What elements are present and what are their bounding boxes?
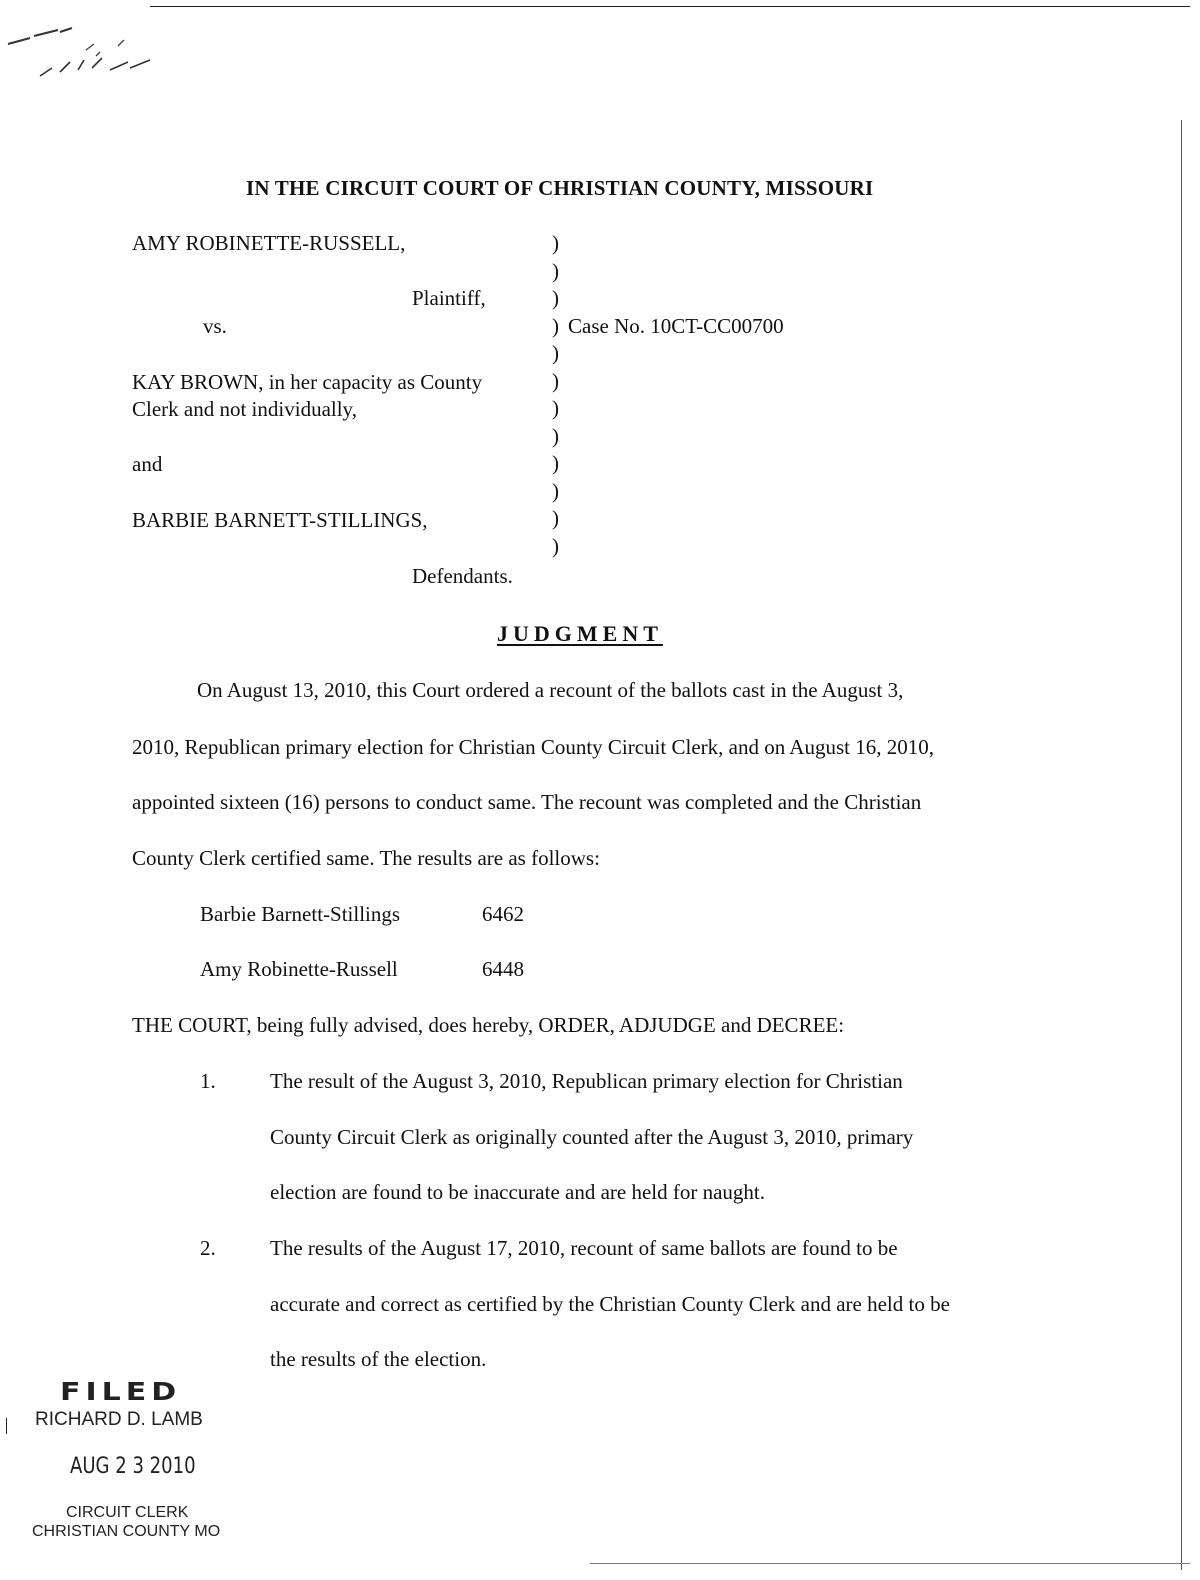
para1-line4: County Clerk certified same. The results are as follows:: [132, 846, 600, 870]
caption-paren: ): [552, 286, 559, 310]
para1-line3: appointed sixteen (16) persons to conduct same. The recount was completed and the Christian: [132, 790, 922, 814]
bottom-edge-line: [590, 1563, 1190, 1564]
item1-number: 1.: [200, 1069, 216, 1093]
order-intro: THE COURT, being fully advised, does hereby, ORDER, ADJUDGE and DECREE:: [132, 1013, 845, 1037]
result-name-1: Barbie Barnett-Stillings: [200, 902, 401, 926]
defendant2-name: BARBIE BARNETT-STILLINGS,: [132, 508, 428, 532]
caption-paren: ): [552, 451, 559, 475]
stamp-county: CHRISTIAN COUNTY MO: [32, 1523, 221, 1540]
scan-smudge-icon: [0, 10, 180, 90]
caption-paren: ): [552, 341, 559, 365]
plaintiff-label: Plaintiff,: [412, 286, 486, 310]
caption-paren: ): [552, 396, 559, 420]
caption-paren: ): [552, 423, 559, 448]
caption-paren: ): [552, 533, 559, 558]
stamp-date: AUG 2 3 2010: [70, 1454, 196, 1479]
defendant1-line1: KAY BROWN, in her capacity as County: [132, 370, 483, 394]
court-title: IN THE CIRCUIT COURT OF CHRISTIAN COUNTY, MISSOURI: [246, 176, 874, 200]
stamp-title: CIRCUIT CLERK: [66, 1504, 189, 1521]
para1-line2: 2010, Republican primary election for Christian County Circuit Clerk, and on August 16, 2010,: [132, 735, 934, 759]
para1-line1: On August 13, 2010, this Court ordered a recount of the ballots cast in the August 3,: [197, 678, 904, 702]
item2-line3: the results of the election.: [270, 1347, 487, 1371]
stamp-filed: FILED: [60, 1378, 182, 1407]
stamp-clerk-name: RICHARD D. LAMB: [35, 1409, 203, 1430]
versus-label: vs.: [203, 314, 227, 338]
caption-paren: ): [552, 313, 559, 338]
caption-parentheses: [552, 230, 559, 560]
item2-line2: accurate and correct as certified by the Christian County Clerk and are held to be: [270, 1292, 950, 1316]
right-edge-line: [1181, 120, 1182, 1570]
case-number: Case No. 10CT-CC00700: [568, 314, 784, 338]
caption-paren: ): [552, 258, 559, 283]
item2-line1: The results of the August 17, 2010, recount of same ballots are found to be: [270, 1236, 898, 1260]
stamp-tick: [6, 1418, 7, 1434]
caption-paren: ): [552, 231, 559, 255]
caption-paren: ): [552, 506, 559, 530]
result-votes-1: 6462: [482, 902, 524, 926]
and-label: and: [132, 452, 163, 476]
judgment-title: JUDGMENT: [497, 621, 663, 646]
defendants-label: Defendants.: [412, 564, 513, 588]
defendant1-line2: Clerk and not individually,: [132, 397, 357, 421]
item1-line1: The result of the August 3, 2010, Republican primary election for Christian: [270, 1069, 903, 1093]
caption-paren: ): [552, 478, 559, 503]
item1-line2: County Circuit Clerk as originally counted after the August 3, 2010, primary: [270, 1125, 914, 1149]
top-edge-line: [150, 6, 1190, 7]
item2-number: 2.: [200, 1236, 216, 1260]
result-name-2: Amy Robinette-Russell: [200, 957, 398, 981]
result-votes-2: 6448: [482, 957, 524, 981]
caption-paren: ): [552, 368, 559, 393]
plaintiff-name: AMY ROBINETTE-RUSSELL,: [132, 231, 406, 255]
item1-line3: election are found to be inaccurate and are held for naught.: [270, 1180, 766, 1204]
